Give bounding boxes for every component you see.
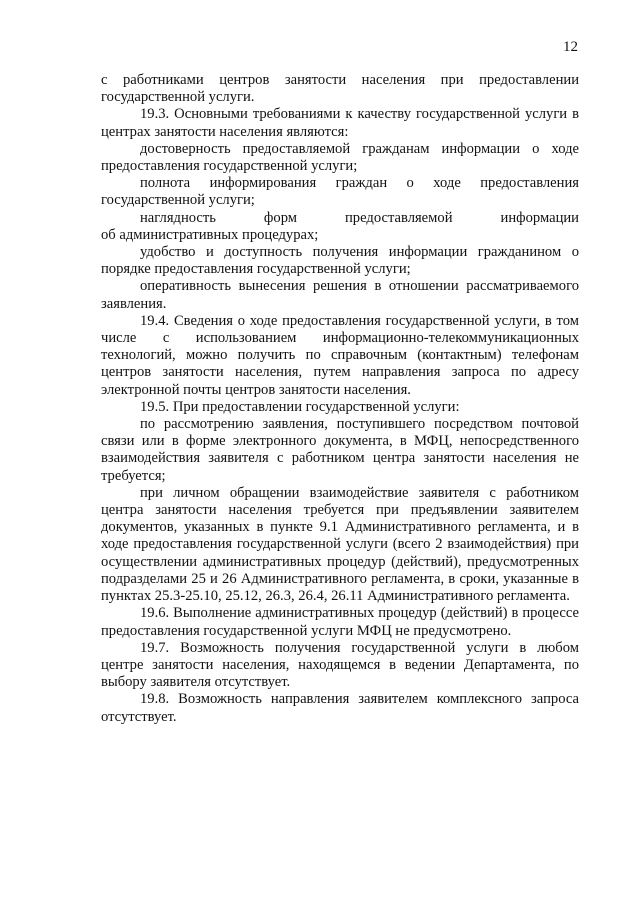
paragraph-19-3: 19.3. Основными требованиями к качеству государственной услуги в центрах занятости населения являются: (101, 106, 579, 140)
requirement-completeness: полнота информирования граждан о ходе предоставления государственной услуги; (101, 175, 579, 209)
paragraph-19-5: 19.5. При предоставлении государственной услуги: (140, 398, 460, 415)
paragraph-19-4: 19.4. Сведения о ходе предоставления государственной услуги, в том числе с использованием информационно-телекоммуникационных технологий, можно получить по справочным (контактным) телефонам центров занятости населения, путем направления запроса по адресу электронной почты центров занятости населения. (101, 312, 579, 398)
paragraph-19-7: 19.7. Возможность получения государственной услуги в любом центре занятости населения, находящемся в ведении Департамента, по выбору заявителя отсутствует. (101, 639, 579, 691)
interaction-personal: при личном обращении взаимодействие заявителя с работником центра занятости населения требуется при предъявлении заявителем документов, указанных в пункте 9.1 Административного регламента, и в ходе предоставления государственной услуги (всего 2 взаимодействия) при осуществлении административных процедур (действий), предусмотренных подразделами 25 и 26 Административного регламента, в сроки, указанные в пунктах 25.3-25.10, 25.12, 26.3, 26.4, 26.11 Административного регламента. (101, 484, 579, 605)
requirement-clarity-line2: об административных процедурах; (101, 226, 319, 243)
requirement-promptness: оперативность вынесения решения в отношении рассматриваемого заявления. (101, 278, 579, 312)
interaction-postal: по рассмотрению заявления, поступившего посредством почтовой связи или в форме электронного документа, в МФЦ, непосредственного взаимодействия заявителя с работником центра занятости населения не требуется; (101, 416, 579, 484)
requirement-accessibility: удобство и доступность получения информации гражданином о порядке предоставления государственной услуги; (101, 244, 579, 278)
requirement-reliability: достоверность предоставляемой гражданам информации о ходе предоставления государственной услуги; (101, 140, 579, 175)
paragraph-19-6: 19.6. Выполнение административных процедур (действий) в процессе предоставления государственной услуги МФЦ не предусмотрено. (101, 605, 579, 639)
document-body (101, 72, 579, 726)
page-number: 12 (563, 39, 578, 55)
paragraph-continuation: с работниками центров занятости населения при предоставлении государственной услуги. (101, 72, 579, 106)
requirement-clarity-line1: наглядность форм предоставляемой информации (140, 209, 579, 226)
paragraph-19-8: 19.8. Возможность направления заявителем комплексного запроса отсутствует. (101, 691, 579, 725)
